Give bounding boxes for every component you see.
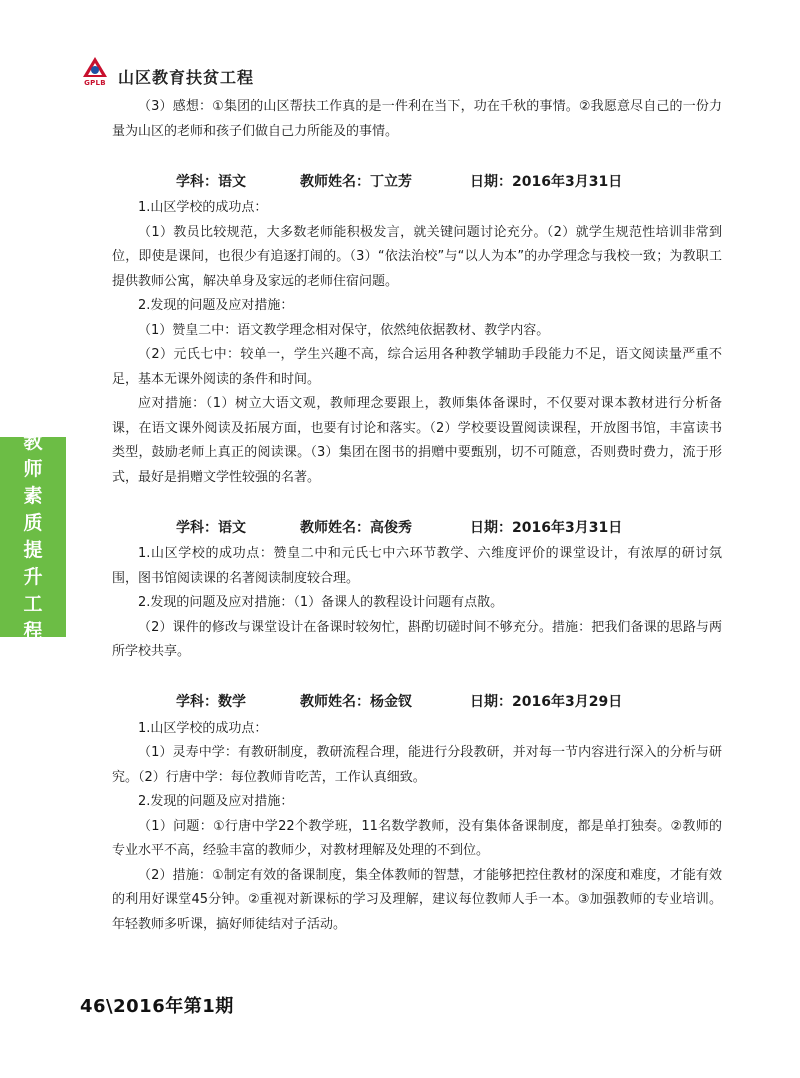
body-paragraph: 应对措施：（1）树立大语文观，教师理念要跟上，教师集体备课时，不仅要对课本教材进行分析备课，在语文课外阅读及拓展方面，也要有讨论和落实。（2）学校要设置阅读课程，开放图书馆，丰富读书类型，鼓励老师上真正的阅读课。（3）集团在图书的捐赠中要甄别，切不可随意，否则费时费力，流于形式，最好是捐赠文学性较强的名著。 [112,396,722,485]
date-label: 日期：2016年3月29日 [470,694,623,711]
side-tab-char: 程 [23,620,43,642]
section-heading [112,689,722,717]
body-paragraph: 1.山区学校的成功点： [138,200,268,215]
body-paragraph: （2）课件的修改与课堂设计在备课时较匆忙，斟酌切磋时间不够充分。措施：把我们备课的思路与两所学校共享。 [112,619,722,659]
article-body [112,95,722,937]
body-paragraph: （1）赞皇二中：语文教学理念相对保守，依然纯依据教材、教学内容。 [138,322,550,338]
section-side-tab [0,431,66,642]
side-tab-char: 师 [23,458,43,480]
subject-label: 学科：语文 [176,519,246,536]
date-label: 日期：2016年3月31日 [470,519,623,536]
body-paragraph: （1）教员比较规范，大多数老师能积极发言，就关键问题讨论充分。（2）就学生规范性培训非常到位，即使是课间，也很少有追逐打闹的。（3）“依法治校”与“以人为本”的办学理念与我校一致；为教职工提供教师公寓，解决单身及家远的老师住宿问题。 [112,224,722,289]
side-tab-char: 工 [23,593,43,615]
teacher-label: 教师姓名：杨金钗 [300,694,412,711]
body-paragraph: 2.发现的问题及应对措施：（1）备课人的教程设计问题有点散。 [138,595,504,610]
side-tab-char: 提 [23,539,43,561]
body-paragraph: 1.山区学校的成功点：赞皇二中和元氏七中六环节教学、六维度评价的课堂设计，有浓厚的研讨氛围，图书馆阅读课的名著阅读制度较合理。 [112,546,722,586]
body-paragraph: （2）元氏七中：较单一，学生兴趣不高，综合运用各种教学辅助手段能力不足，语文阅读量严重不足，基本无课外阅读的条件和时间。 [112,347,722,387]
body-paragraph: （1）灵寿中学：有教研制度，教研流程合理，能进行分段教研，并对每一节内容进行深入的分析与研究。（2）行唐中学：每位教师肯吃苦，工作认真细致。 [112,745,722,785]
body-paragraph: （1）问题：①行唐中学22个教学班，11名数学教师，没有集体备课制度，都是单打独奏。②教师的专业水平不高，经验丰富的教师少，对教材理解及处理的不到位。 [112,818,722,858]
section-heading [112,514,722,542]
body-paragraph: 1.山区学校的成功点： [138,720,268,736]
running-title: 山区教育扶贫工程 [118,67,255,87]
subject-label: 学科：数学 [176,694,246,711]
page-header [80,52,254,92]
side-tab-char: 素 [23,485,43,507]
logo-mark-icon [80,55,110,81]
teacher-label: 教师姓名：丁立芳 [300,173,412,190]
side-tab-char: 教 [23,431,43,453]
body-paragraph: （2）措施：①制定有效的备课制度，集全体教师的智慧，才能够把控住教材的深度和难度，才能有效的利用好课堂45分钟。②重视对新课标的学习及理解，建议每位教师人手一本。③加强教师的专业培训。年轻教师多听课，搞好师徒结对子活动。 [112,867,722,932]
teacher-label: 教师姓名：高俊秀 [300,519,412,536]
page-footer: 46\2016年第1期 [80,996,234,1017]
side-tab-char: 升 [23,566,43,588]
subject-label: 学科：语文 [176,173,246,190]
intro-paragraph: （3）感想：①集团的山区帮扶工作真的是一件利在当下，功在千秋的事情。②我愿意尽自己的一份力量为山区的老师和孩子们做自己力所能及的事情。 [112,99,722,139]
body-paragraph: 2.发现的问题及应对措施： [138,794,294,809]
body-paragraph: 2.发现的问题及应对措施： [138,298,294,313]
side-tab-char: 质 [23,512,43,534]
section-heading [112,168,722,196]
date-label: 日期：2016年3月31日 [470,173,623,190]
logo-text: GPLB [84,79,106,87]
publisher-logo [80,55,110,89]
